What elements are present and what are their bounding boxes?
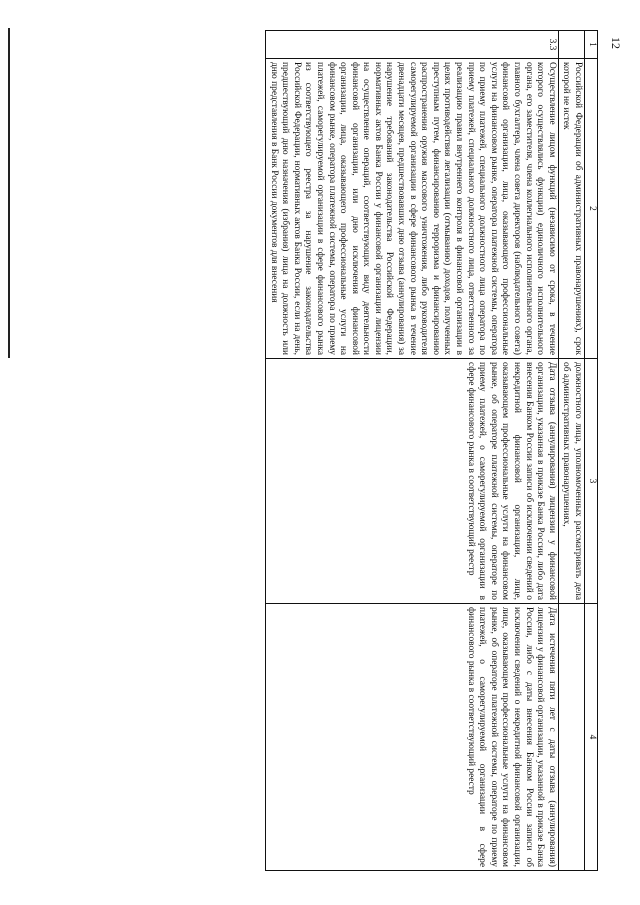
cell-continuation-start: должностного лица, уполномоченных рассматривать дела об административных правонарушениях, [558,359,584,604]
cell-start-date: Дата отзыва (аннулирования) лицензии у финансовой организации, указанная в приказе Банка России, либо дата внесения Банком России записи об исключении сведений о некредитной финансовой организации, лице, оказывающем профессиональные услуги на финансовом рынке, об операторе платежной системы, операторе по приему платежей, о саморегулируемой организации в сфере финансового рынка в соответствующий реестр [265,359,558,604]
cell-continuation-condition: Российской Федерации об административных правонарушениях), срок которой не истек [558,59,584,359]
rotated-page [68,30,598,870]
cell-end-date: Дата истечения пяти лет с даты отзыва (аннулирования) лицензии у финансовой организации, указанной в приказе Банка России, либо с даты внесения Банком России записи об исключении сведений о некредитной финансовой организации, лице, оказывающем профессиональные услуги на финансовом рынке, об операторе платежной системы, операторе по приему платежей, о саморегулируемой организации в сфере финансового рынка в соответствующий реестр [265,604,558,871]
table-container [68,30,598,870]
header-cell-2: 2 [585,59,598,359]
scan-edge-mark [8,28,10,358]
cell-continuation-num [558,31,584,59]
page-number: 12 [609,37,623,49]
cell-row-number: 3.3 [265,31,558,59]
table-row-continuation [558,31,584,871]
criteria-table [265,30,598,871]
table-row [265,31,558,871]
header-cell-4: 4 [585,604,598,871]
table-header-row [585,31,598,871]
header-cell-3: 3 [585,359,598,604]
cell-continuation-end [558,604,584,871]
header-cell-1: 1 [585,31,598,59]
cell-condition: Осуществление лицом функций (независимо от срока, в течение которого осуществлялись функции) единоличного исполнительного органа, его заместителя, члена коллегиального исполнительного органа, главного бухгалтера, члена совета директоров (наблюдательного совета) финансовой организации, лица, оказывающего профессиональные услуги на финансовом рынке, оператора платежной системы, оператора по приему платежей, специального должностного лица оператора по приему платежей, специального должностного лица, ответственного за реализацию правил внутреннего контроля в финансовой организации в целях противодействия легализации (отмыванию) доходов, полученных преступным путем, финансированию терроризма и финансированию распространения оружия массового уничтожения, либо руководителя саморегулируемой организации в сфере финансового рынка в течение двенадцати месяцев, предшествовавших дню отзыва (аннулирования) за нарушение требований законодательства Российской Федерации, нормативных актов Банка России у финансовой организации лицензии на осуществление операций, соответствующих виду деятельности финансовой организации, или дню исключения финансовой организации, лица, оказывающего профессиональные услуги на финансовом рынке, оператора платежной системы, оператора по приему платежей, саморегулируемой организации в сфере финансового рынка из соответствующего реестра за нарушение законодательства Российской Федерации, нормативных актов Банка России, если на день, предшествующий дню назначения (избрания) лица на должность или дню представления в Банк России документов для внесения [265,59,558,359]
